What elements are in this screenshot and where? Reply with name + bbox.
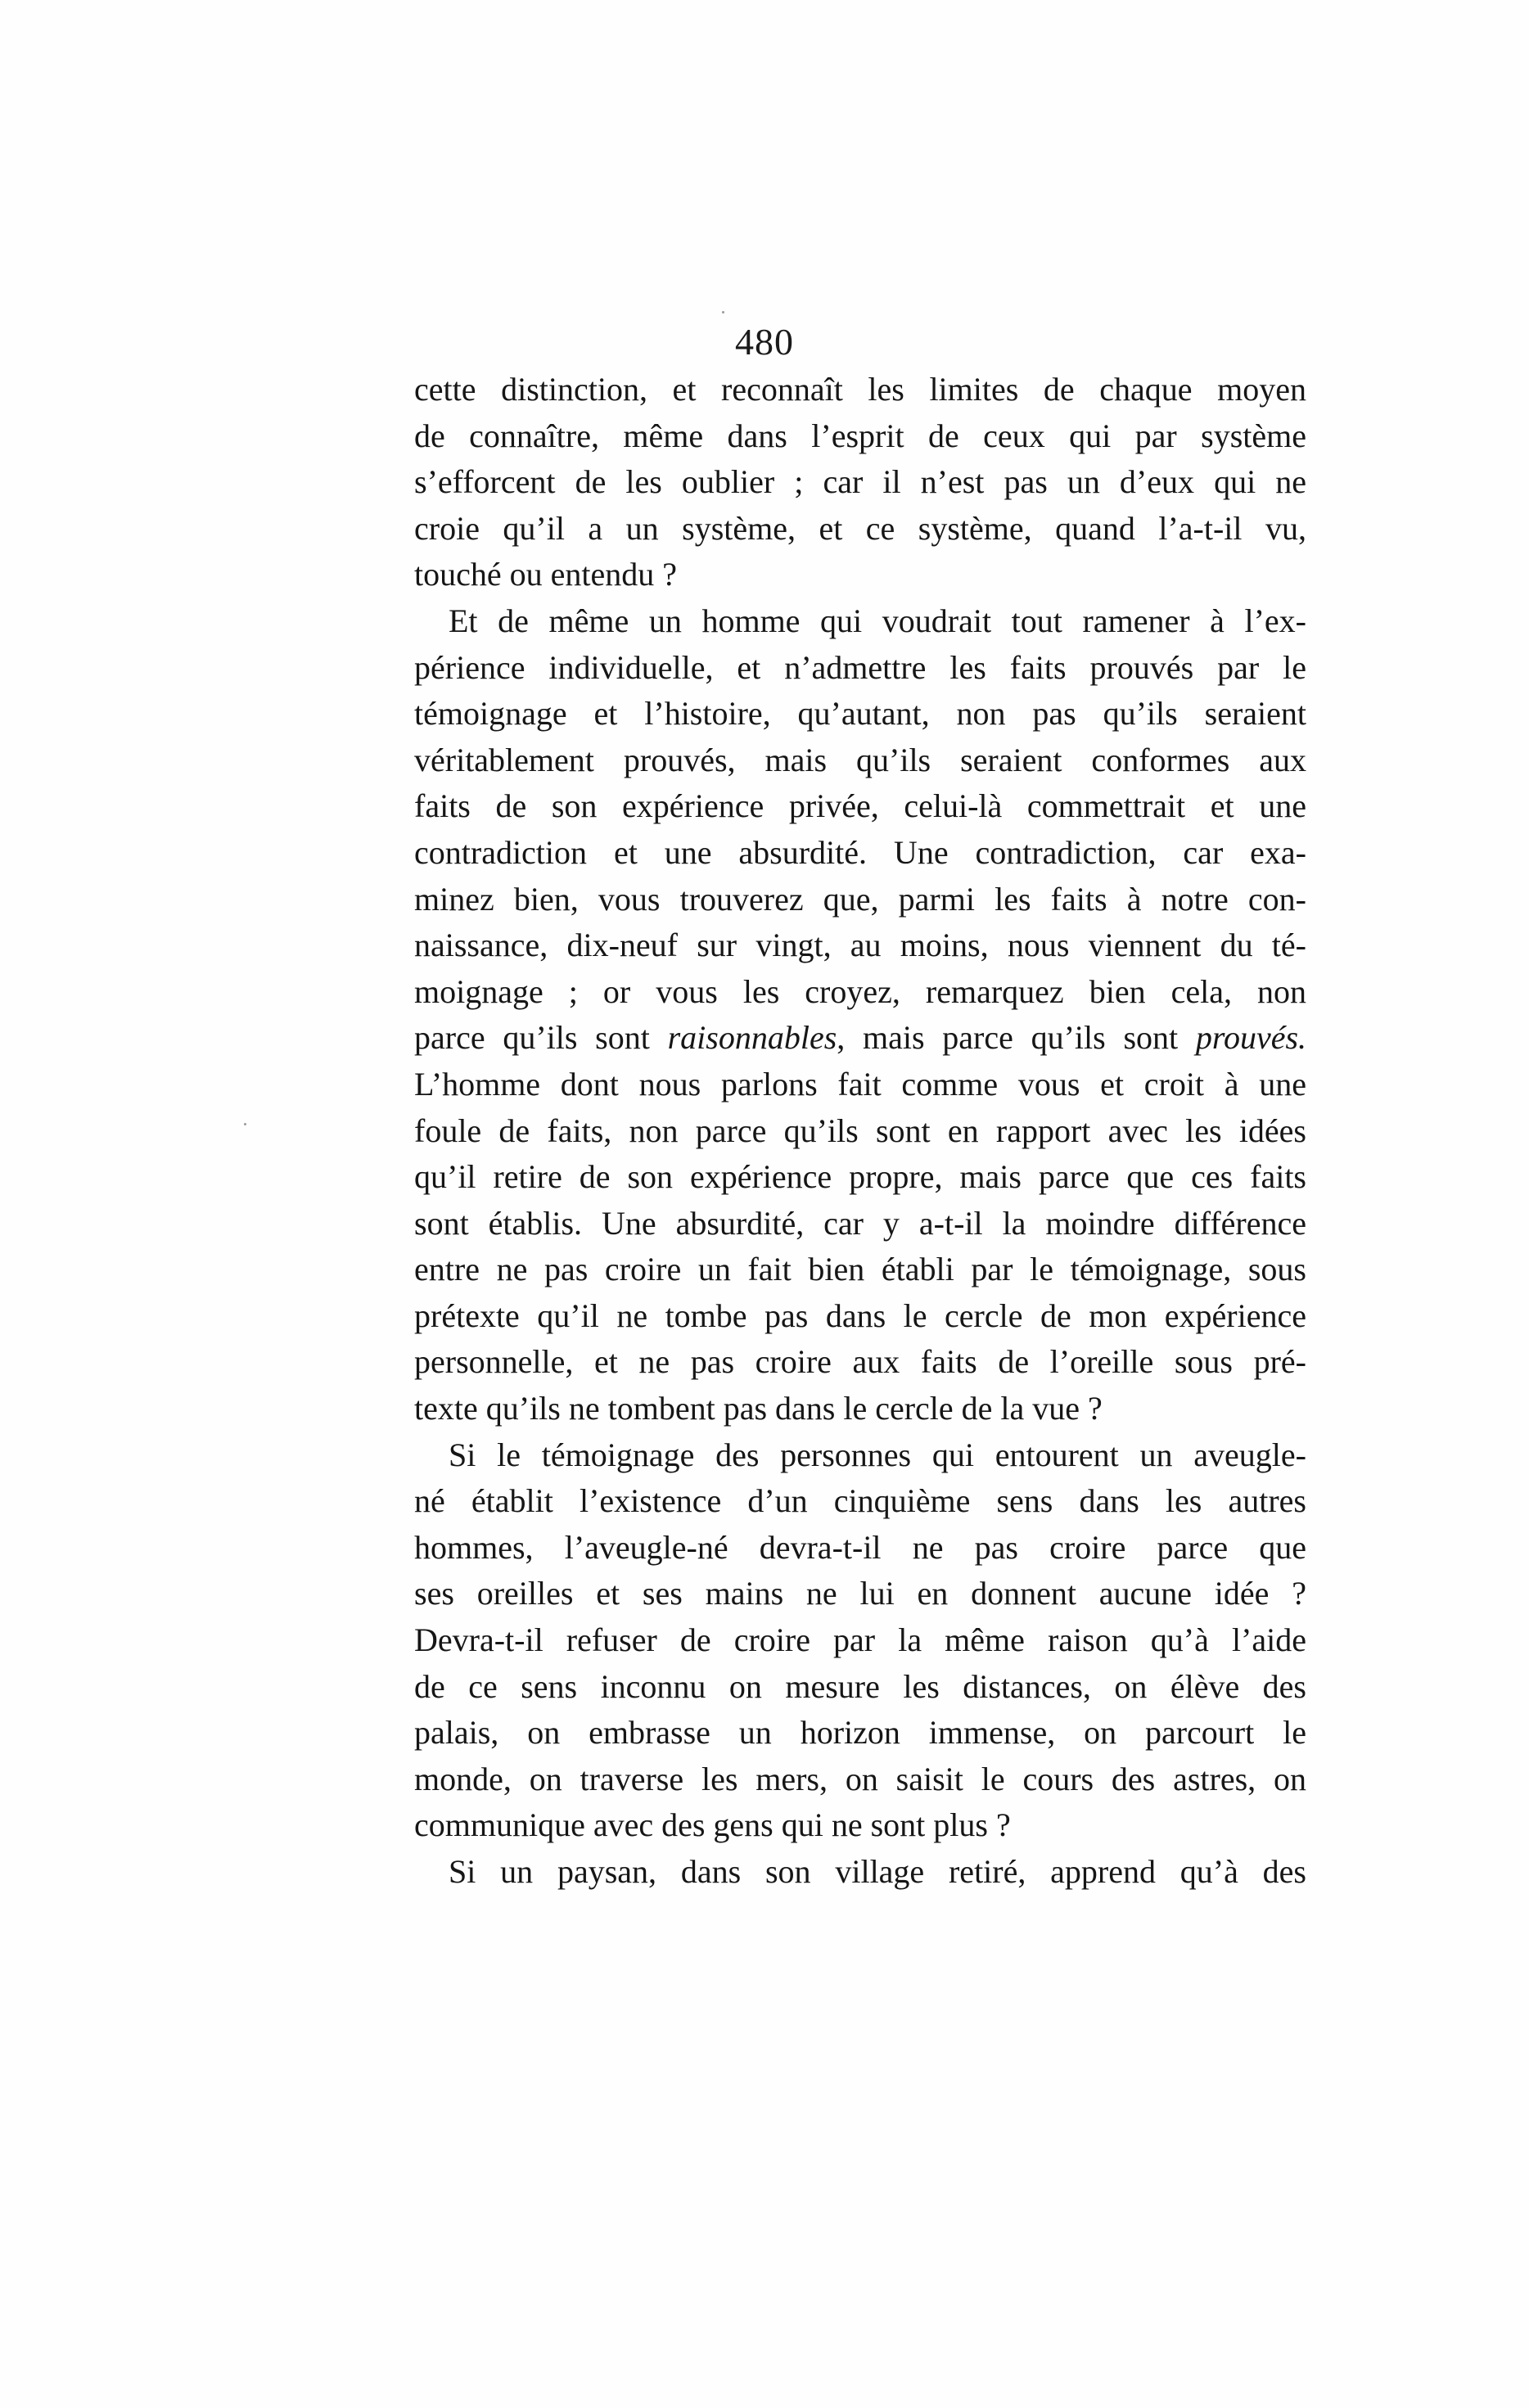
text-segment: croie qu’il a un système, et ce système, quand l’a-t-il vu, (414, 509, 1306, 547)
text-line (414, 645, 1306, 692)
paper-speck (244, 1123, 246, 1125)
text-line (414, 1386, 1306, 1432)
text-line (414, 1478, 1306, 1525)
text-line (414, 1849, 1306, 1896)
text-segment: Si le témoignage des personnes qui entourent un aveugle- (449, 1436, 1306, 1473)
text-line (414, 1664, 1306, 1711)
text-segment: entre ne pas croire un fait bien établi par le témoignage, sous (414, 1251, 1306, 1288)
text-segment: hommes, l’aveugle-né devra-t-il ne pas croire parce que (414, 1528, 1306, 1566)
text-segment: L’homme dont nous parlons fait comme vous et croit à une (414, 1065, 1306, 1103)
text-segment: contradiction et une absurdité. Une contradiction, car exa- (414, 833, 1306, 871)
text-segment: naissance, dix-neuf sur vingt, au moins, nous viennent du té- (414, 927, 1306, 964)
text-line (414, 1339, 1306, 1386)
text-segment: périence individuelle, et n’admettre les faits prouvés par le (414, 648, 1306, 686)
text-segment: parce qu’ils sont (414, 1019, 668, 1057)
text-line (414, 1571, 1306, 1617)
text-segment: Et de même un homme qui voudrait tout ramener à l’ex- (449, 602, 1306, 639)
italic-text: prouvés. (1195, 1019, 1307, 1057)
text-segment: prétexte qu’il ne tombe pas dans le cercle de mon expérience (414, 1296, 1306, 1334)
text-segment: véritablement prouvés, mais qu’ils seraient conformes aux (414, 741, 1306, 778)
text-segment: témoignage et l’histoire, qu’autant, non pas qu’ils seraient (414, 695, 1306, 733)
text-line (414, 413, 1306, 460)
italic-text: raisonnables (667, 1019, 837, 1057)
text-line (414, 1247, 1306, 1293)
text-line (414, 598, 1306, 645)
text-segment: touché ou entendu ? (414, 556, 677, 593)
text-line (414, 552, 1306, 598)
text-segment: faits de son expérience privée, celui-là commettrait et une (414, 787, 1306, 825)
text-line (414, 1062, 1306, 1108)
text-line (414, 1293, 1306, 1340)
text-line (414, 1154, 1306, 1201)
text-line (414, 1756, 1306, 1803)
text-segment: foule de faits, non parce qu’ils sont en rapport avec les idées (414, 1112, 1306, 1149)
text-line (414, 783, 1306, 830)
text-line (414, 1525, 1306, 1572)
text-line (414, 737, 1306, 784)
text-segment: de connaître, même dans l’esprit de ceux qui par système (414, 417, 1306, 454)
text-segment: palais, on embrasse un horizon immense, on parcourt le (414, 1714, 1306, 1752)
text-segment: ses oreilles et ses mains ne lui en donnent aucune idée ? (414, 1575, 1306, 1612)
text-segment: texte qu’ils ne tombent pas dans le cercle de la vue ? (414, 1390, 1103, 1427)
text-segment: né établit l’existence d’un cinquième sens dans les autres (414, 1482, 1306, 1520)
text-line (414, 1432, 1306, 1479)
text-line (414, 922, 1306, 969)
text-line (414, 1015, 1306, 1062)
text-segment: communique avec des gens qui ne sont plus ? (414, 1806, 1011, 1844)
text-line (414, 691, 1306, 737)
text-line (414, 830, 1306, 877)
text-segment: s’efforcent de les oublier ; car il n’est pas un d’eux qui ne (414, 463, 1306, 501)
text-segment: moignage ; or vous les croyez, remarquez bien cela, non (414, 972, 1306, 1010)
text-line (414, 1802, 1306, 1849)
text-segment: , mais parce qu’ils sont (837, 1019, 1196, 1057)
text-segment: cette distinction, et reconnaît les limites de chaque moyen (414, 371, 1306, 408)
text-segment: Devra-t-il refuser de croire par la même raison qu’à l’aide (414, 1621, 1306, 1659)
text-line (414, 1108, 1306, 1155)
text-line (414, 506, 1306, 552)
text-line (414, 1617, 1306, 1664)
text-line (414, 877, 1306, 923)
text-line (414, 459, 1306, 506)
paper-speck (722, 311, 724, 313)
text-line (414, 367, 1306, 413)
text-line (414, 1710, 1306, 1756)
text-segment: monde, on traverse les mers, on saisit le cours des astres, on (414, 1760, 1306, 1797)
text-segment: personnelle, et ne pas croire aux faits de l’oreille sous pré- (414, 1343, 1306, 1381)
text-line (414, 969, 1306, 1016)
page-number: 480 (735, 321, 794, 363)
text-segment: minez bien, vous trouverez que, parmi les faits à notre con- (414, 880, 1306, 918)
text-segment: sont établis. Une absurdité, car y a-t-il la moindre différence (414, 1204, 1306, 1242)
body-text (414, 367, 1306, 1896)
text-segment: Si un paysan, dans son village retiré, apprend qu’à des (449, 1853, 1306, 1890)
text-segment: qu’il retire de son expérience propre, mais parce que ces faits (414, 1158, 1306, 1196)
text-segment: de ce sens inconnu on mesure les distances, on élève des (414, 1667, 1306, 1705)
text-line (414, 1201, 1306, 1247)
